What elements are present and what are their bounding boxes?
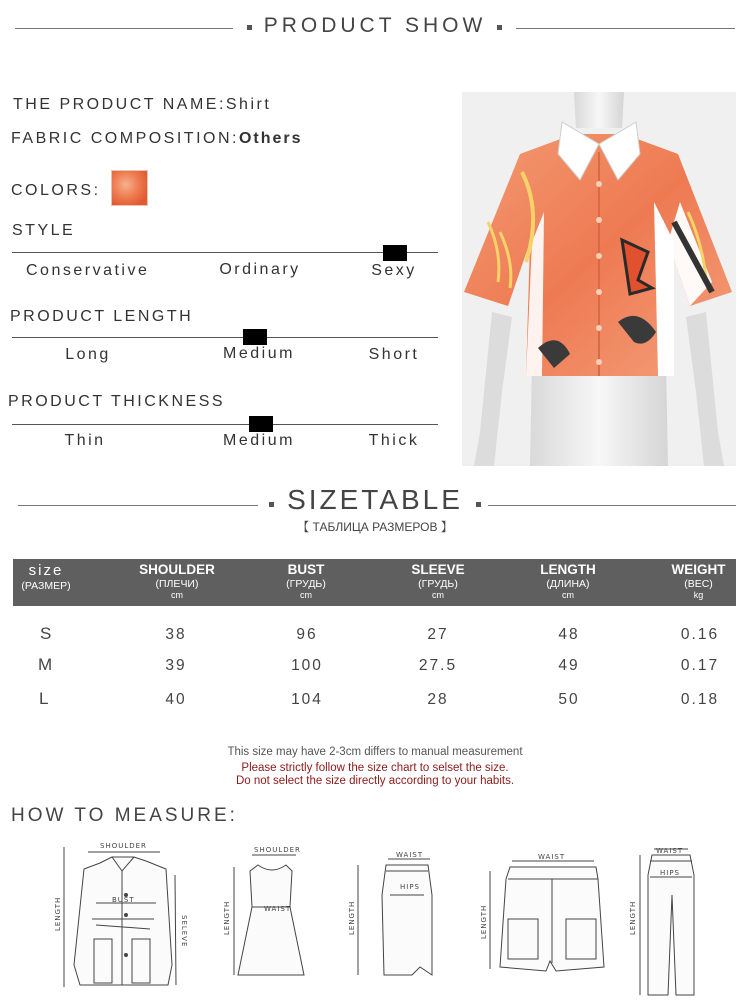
shorts-waist-label: WAIST <box>538 853 566 861</box>
page-title: PRODUCT SHOW <box>263 14 487 37</box>
style-option-conservative: Conservative <box>26 262 150 279</box>
sizetable-header <box>13 559 736 606</box>
note-size-variance: This size may have 2-3cm differs to manual measurement <box>227 746 523 758</box>
thickness-scale-line <box>12 424 438 425</box>
col-bust-unit: cm <box>300 590 312 600</box>
cell-sleeve: 28 <box>427 691 449 708</box>
pants-hips-label: HIPS <box>660 869 680 877</box>
cell-shoulder: 38 <box>165 626 187 643</box>
col-bust <box>263 559 349 600</box>
fabric-label: FABRIC COMPOSITION: <box>11 130 239 147</box>
sizetable-rule-left <box>18 505 258 506</box>
thickness-option-thick: Thick <box>368 432 420 449</box>
sizetable-title: SIZETABLE <box>287 484 463 515</box>
thickness-option-thin: Thin <box>64 432 106 449</box>
dress-shoulder-label: SHOULDER <box>254 846 301 854</box>
pants-length-label: LENGTH <box>629 900 637 935</box>
col-shoulder <box>129 559 225 600</box>
note-follow-chart: Please strictly follow the size chart to selset the size. <box>241 762 509 774</box>
shirt-illustration <box>462 92 736 466</box>
jacket-shoulder-label: SHOULDER <box>100 842 147 850</box>
shorts-length-label: LENGTH <box>480 904 488 939</box>
header-dot-right <box>497 25 502 30</box>
jacket-diagram <box>64 847 176 987</box>
fabric-composition <box>11 130 303 148</box>
skirt-hips-label: HIPS <box>400 883 420 891</box>
row-size-l: L <box>39 689 49 708</box>
skirt-length-label: LENGTH <box>348 900 356 935</box>
col-sleeve-unit: cm <box>432 590 444 600</box>
col-weight-label: WEIGHT <box>671 562 726 577</box>
skirt-waist-label: WAIST <box>396 851 424 859</box>
length-marker <box>243 329 267 345</box>
cell-weight: 0.18 <box>680 691 720 708</box>
cell-weight: 0.17 <box>680 657 720 674</box>
style-scale-line <box>12 252 438 253</box>
shorts-diagram <box>490 861 604 971</box>
col-shoulder-label: SHOULDER <box>139 562 215 577</box>
row-size-s: S <box>40 624 52 643</box>
style-title: STYLE <box>12 222 76 239</box>
col-length-sub: (ДЛИНА) <box>546 578 590 590</box>
col-weight-unit: kg <box>693 590 704 600</box>
col-bust-label: BUST <box>287 562 325 577</box>
cell-length: 50 <box>558 691 580 708</box>
col-sleeve <box>393 559 483 600</box>
jacket-sleeve-label: SELEVE <box>180 915 188 948</box>
jacket-bust-label: BUST <box>112 896 135 904</box>
dress-waist-label: WAIST <box>264 905 292 913</box>
thickness-marker <box>249 416 273 432</box>
header-rule-left <box>15 28 233 29</box>
col-weight <box>661 559 736 600</box>
cell-sleeve: 27 <box>427 626 449 643</box>
cell-weight: 0.16 <box>680 626 720 643</box>
style-marker <box>383 245 407 261</box>
cell-sleeve: 27.5 <box>418 657 458 674</box>
product-photo <box>462 92 736 466</box>
col-shoulder-sub: (ПЛЕЧИ) <box>155 578 199 590</box>
col-sleeve-sub: (ГРУДЬ) <box>418 578 458 590</box>
cell-bust: 100 <box>291 657 323 674</box>
col-size-label: size <box>28 562 64 579</box>
thickness-title: PRODUCT THICKNESS <box>8 393 226 410</box>
jacket-length-label: LENGTH <box>54 896 62 931</box>
product-name: THE PRODUCT NAME:Shirt <box>13 96 272 113</box>
col-length-unit: cm <box>562 590 574 600</box>
col-bust-sub: (ГРУДЬ) <box>286 578 326 590</box>
pants-waist-label: WAIST <box>656 847 684 855</box>
length-option-long: Long <box>65 346 111 363</box>
col-weight-sub: (ВЕС) <box>684 578 713 590</box>
col-length-label: LENGTH <box>540 562 596 577</box>
colors-label: COLORS: <box>11 182 101 199</box>
col-shoulder-unit: cm <box>171 590 183 600</box>
length-option-medium: Medium <box>223 345 295 362</box>
how-to-measure-title: HOW TO MEASURE: <box>11 805 238 826</box>
dress-diagram <box>234 855 304 975</box>
length-scale-line <box>12 337 438 338</box>
sizetable-rule-right <box>488 505 736 506</box>
row-size-m: M <box>38 655 53 674</box>
style-option-ordinary: Ordinary <box>219 261 301 278</box>
style-option-sexy: Sexy <box>371 262 417 279</box>
note-dont-use-habits: Do not select the size directly according to your habits. <box>235 775 515 787</box>
length-title: PRODUCT LENGTH <box>10 308 194 325</box>
color-swatch-orange[interactable] <box>111 170 148 206</box>
cell-bust: 96 <box>296 626 318 643</box>
cell-bust: 104 <box>291 691 323 708</box>
length-option-short: Short <box>368 346 420 363</box>
cell-shoulder: 39 <box>165 657 187 674</box>
col-size <box>13 559 79 592</box>
header-rule-right <box>516 28 735 29</box>
measure-diagrams <box>0 835 750 1000</box>
skirt-diagram <box>358 859 432 975</box>
cell-length: 49 <box>558 657 580 674</box>
fabric-value: Others <box>238 130 303 147</box>
sizetable-subtitle: 【 ТАБЛИЦА РАЗМЕРОВ 】 <box>297 520 453 534</box>
col-size-sub: (РАЗМЕР) <box>21 580 71 592</box>
cell-shoulder: 40 <box>165 691 187 708</box>
dress-length-label: LENGTH <box>223 900 231 935</box>
cell-length: 48 <box>558 626 580 643</box>
sizetable-dot-right <box>476 502 481 507</box>
thickness-option-medium: Medium <box>223 432 295 449</box>
col-sleeve-label: SLEEVE <box>411 562 465 577</box>
col-length <box>523 559 613 600</box>
